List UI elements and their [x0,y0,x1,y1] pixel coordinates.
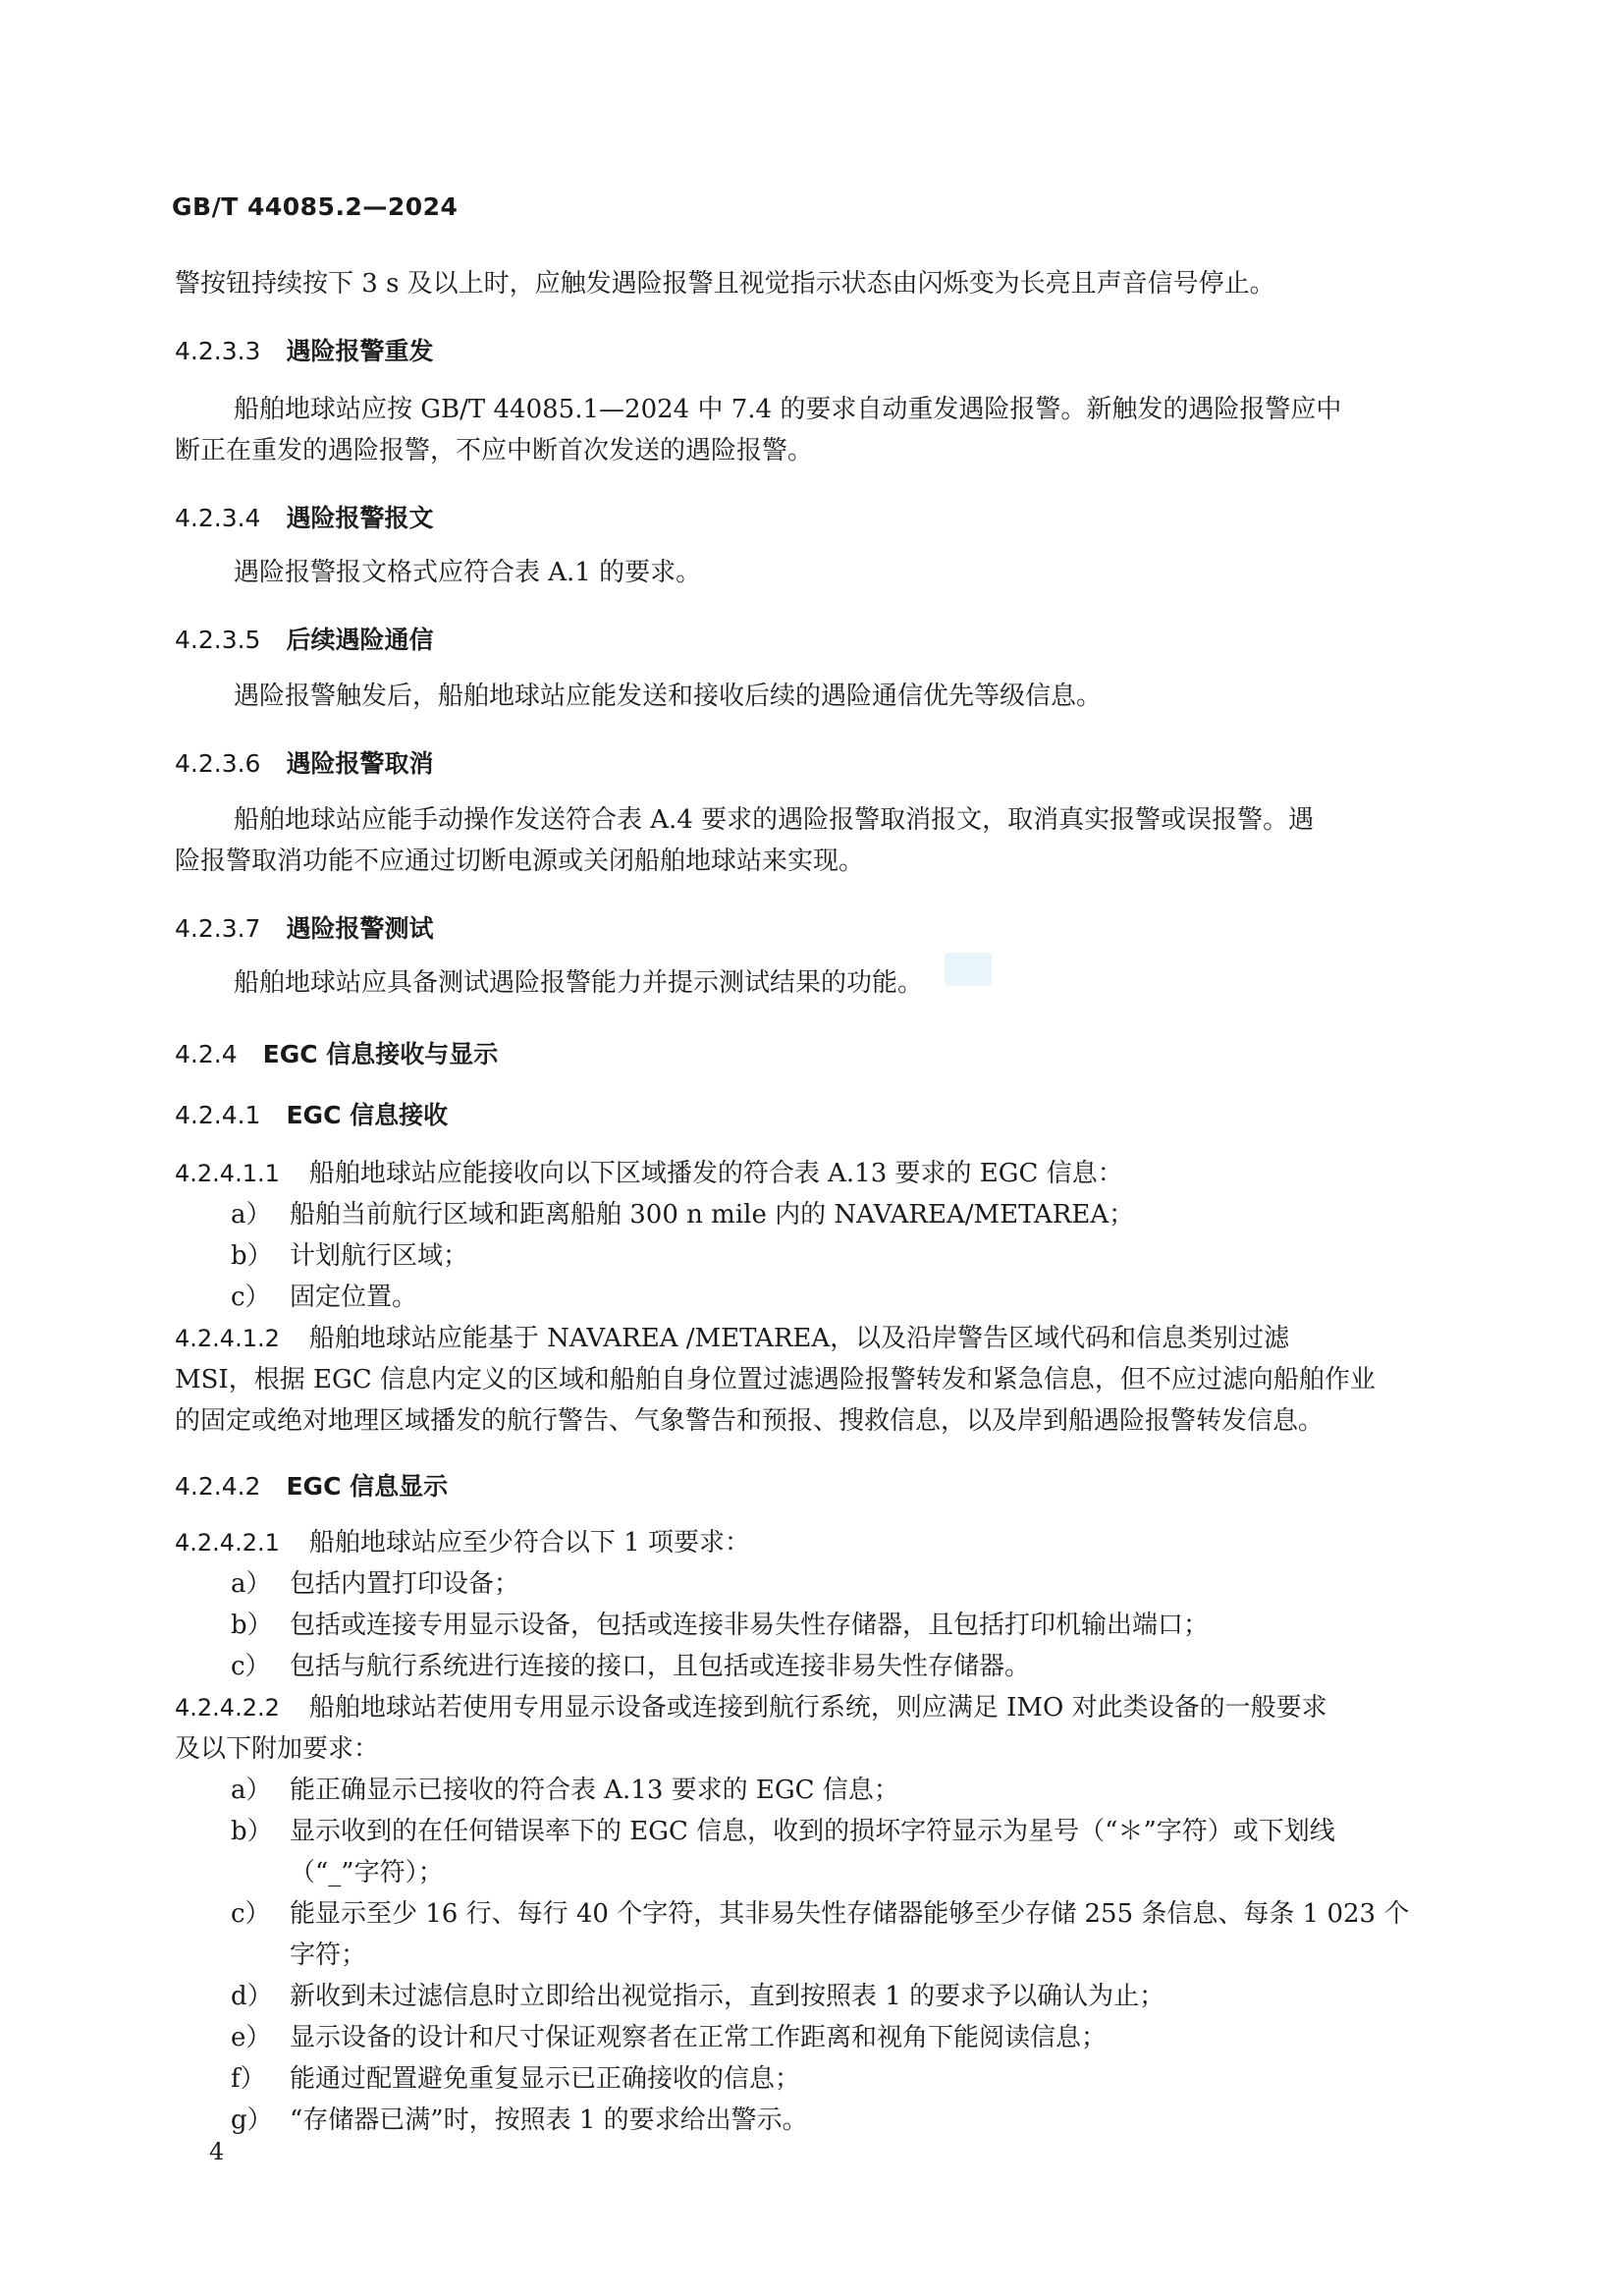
item-label: b） [231,1611,273,1640]
section-title: 遇险报警取消 [286,749,434,778]
item-text: 能正确显示已接收的符合表 A.13 要求的 EGC 信息； [290,1776,899,1805]
item-text: 计划航行区域； [290,1241,469,1271]
item-label: f） [231,2064,266,2094]
paragraph: 险报警取消功能不应通过切断电源或关闭船舶地球站来实现。 [175,847,865,876]
clause-text: 船舶地球站应至少符合以下 1 项要求： [308,1528,750,1558]
clause-number: 4.2.4.1.2 [175,1325,280,1352]
list-item [231,2100,808,2136]
list-item [231,1194,1134,1230]
paragraph: 及以下附加要求： [175,1734,380,1764]
list-item [231,1770,899,1806]
section-title: 遇险报警报文 [286,504,434,532]
clause-number: 4.2.4.2.1 [175,1529,280,1557]
clause-4-2-4-2-1 [175,1522,1441,1563]
paragraph: 遇险报警触发后，船舶地球站应能发送和接收后续的遇险通信优先等级信息。 [234,682,1103,711]
list-item [231,1563,519,1600]
section-title: 后续遇险通信 [286,626,434,654]
item-label: c） [231,1283,271,1312]
item-text: 包括与航行系统进行连接的接口，且包括或连接非易失性存储器。 [290,1652,1031,1681]
paragraph: 船舶地球站应能手动操作发送符合表 A.4 要求的遇险报警取消报文，取消真实报警或误报警。遇 [234,805,1315,835]
clause-text: 船舶地球站应能基于 NAVAREA /METAREA，以及沿岸警告区域代码和信息类别过滤 [308,1324,1290,1353]
standard-code: GB/T 44085.2—2024 [172,192,459,221]
item-text: 能显示至少 16 行、每行 40 个字符，其非易失性存储器能够至少存储 255 条信息、每条 1 023 个 [290,1899,1410,1929]
item-text: 固定位置。 [290,1283,418,1312]
list-item [231,1976,1164,2012]
section-heading-4-2-3-5 [175,621,433,656]
paragraph: 遇险报警报文格式应符合表 A.1 的要求。 [234,558,702,587]
list-item [231,1811,1335,1847]
item-label: c） [231,1652,271,1681]
section-number: 4.2.4.1 [175,1101,261,1129]
section-number: 4.2.3.5 [175,626,261,654]
item-text: 显示收到的在任何错误率下的 EGC 信息，收到的损坏字符显示为星号（“＊”字符）或下划线 [290,1817,1335,1846]
section-heading-4-2-3-7 [175,909,433,945]
section-number: 4.2.3.3 [175,337,261,365]
clause-4-2-4-1-1 [175,1153,1441,1194]
paragraph: 断正在重发的遇险报警，不应中断首次发送的遇险报警。 [175,436,814,465]
clause-number: 4.2.4.1.1 [175,1160,280,1187]
clause-4-2-4-1-2 [175,1318,1441,1359]
item-text: 包括或连接专用显示设备，包括或连接非易失性存储器，且包括打印机输出端口； [290,1611,1210,1640]
item-label: e） [231,2023,272,2052]
clause-number: 4.2.4.2.2 [175,1694,280,1722]
item-text: 能通过配置避免重复显示已正确接收的信息； [290,2064,801,2094]
list-item [231,2017,1107,2053]
item-label: a） [231,1776,272,1805]
section-number: 4.2.3.4 [175,504,261,532]
section-heading-4-2-4-2 [175,1467,448,1503]
list-item [231,1646,1030,1682]
section-heading-4-2-4 [175,1035,498,1070]
section-title: EGC 信息接收 [286,1101,449,1129]
item-label: a） [231,1569,272,1599]
section-number: 4.2.4.2 [175,1472,261,1501]
paragraph: MSI，根据 EGC 信息内定义的区域和船舶自身位置过滤遇险报警转发和紧急信息，但不应过滤向船舶作业 [175,1365,1376,1394]
section-heading-4-2-3-4 [175,499,433,534]
section-heading-4-2-4-1 [175,1096,448,1131]
paragraph: 船舶地球站应按 GB/T 44085.1—2024 中 7.4 的要求自动重发遇险报警。新触发的遇险报警应中 [234,395,1342,424]
item-label: a） [231,1200,272,1230]
item-text: 船舶当前航行区域和距离船舶 300 n mile 内的 NAVAREA/METAREA； [290,1200,1135,1230]
list-item [231,2058,800,2095]
section-title: 遇险报警重发 [286,337,434,365]
list-item [231,1605,1209,1641]
item-label: b） [231,1241,273,1271]
section-number: 4.2.3.7 [175,914,261,943]
section-title: EGC 信息显示 [286,1472,449,1501]
clause-text: 船舶地球站应能接收向以下区域播发的符合表 A.13 要求的 EGC 信息： [308,1159,1123,1188]
clause-text: 船舶地球站若使用专用显示设备或连接到航行系统，则应满足 IMO 对此类设备的一般要求 [308,1693,1327,1722]
paragraph: 船舶地球站应具备测试遇险报警能力并提示测试结果的功能。 [234,968,924,998]
clause-4-2-4-2-2 [175,1687,1441,1728]
section-heading-4-2-3-6 [175,744,433,780]
section-title: EGC 信息接收与显示 [262,1040,499,1068]
item-label: g） [231,2105,273,2135]
list-item-continuation: 字符； [290,1941,367,1970]
item-text: 显示设备的设计和尺寸保证观察者在正常工作距离和视角下能阅读信息； [290,2023,1108,2052]
section-number: 4.2.3.6 [175,749,261,778]
list-item-continuation: （“_”字符）； [290,1858,444,1887]
list-item [231,1893,1409,1930]
list-item [231,1277,417,1313]
list-item [231,1235,468,1272]
paragraph: 的固定或绝对地理区域播发的航行警告、气象警告和预报、搜救信息，以及岸到船遇险报警转发信息。 [175,1406,1325,1436]
paragraph: 警按钮持续按下 3 s 及以上时，应触发遇险报警且视觉指示状态由闪烁变为长亮且声音信号停止。 [175,269,1275,299]
item-label: b） [231,1817,273,1846]
section-number: 4.2.4 [175,1040,238,1068]
section-title: 遇险报警测试 [286,914,434,943]
item-text: “存储器已满”时，按照表 1 的要求给出警示。 [290,2105,808,2135]
item-label: d） [231,1982,273,2011]
item-text: 新收到未过滤信息时立即给出视觉指示，直到按照表 1 的要求予以确认为止； [290,1982,1165,2011]
item-label: c） [231,1899,271,1929]
page-number: 4 [209,2138,225,2165]
section-heading-4-2-3-3 [175,332,433,367]
item-text: 包括内置打印设备； [290,1569,520,1599]
